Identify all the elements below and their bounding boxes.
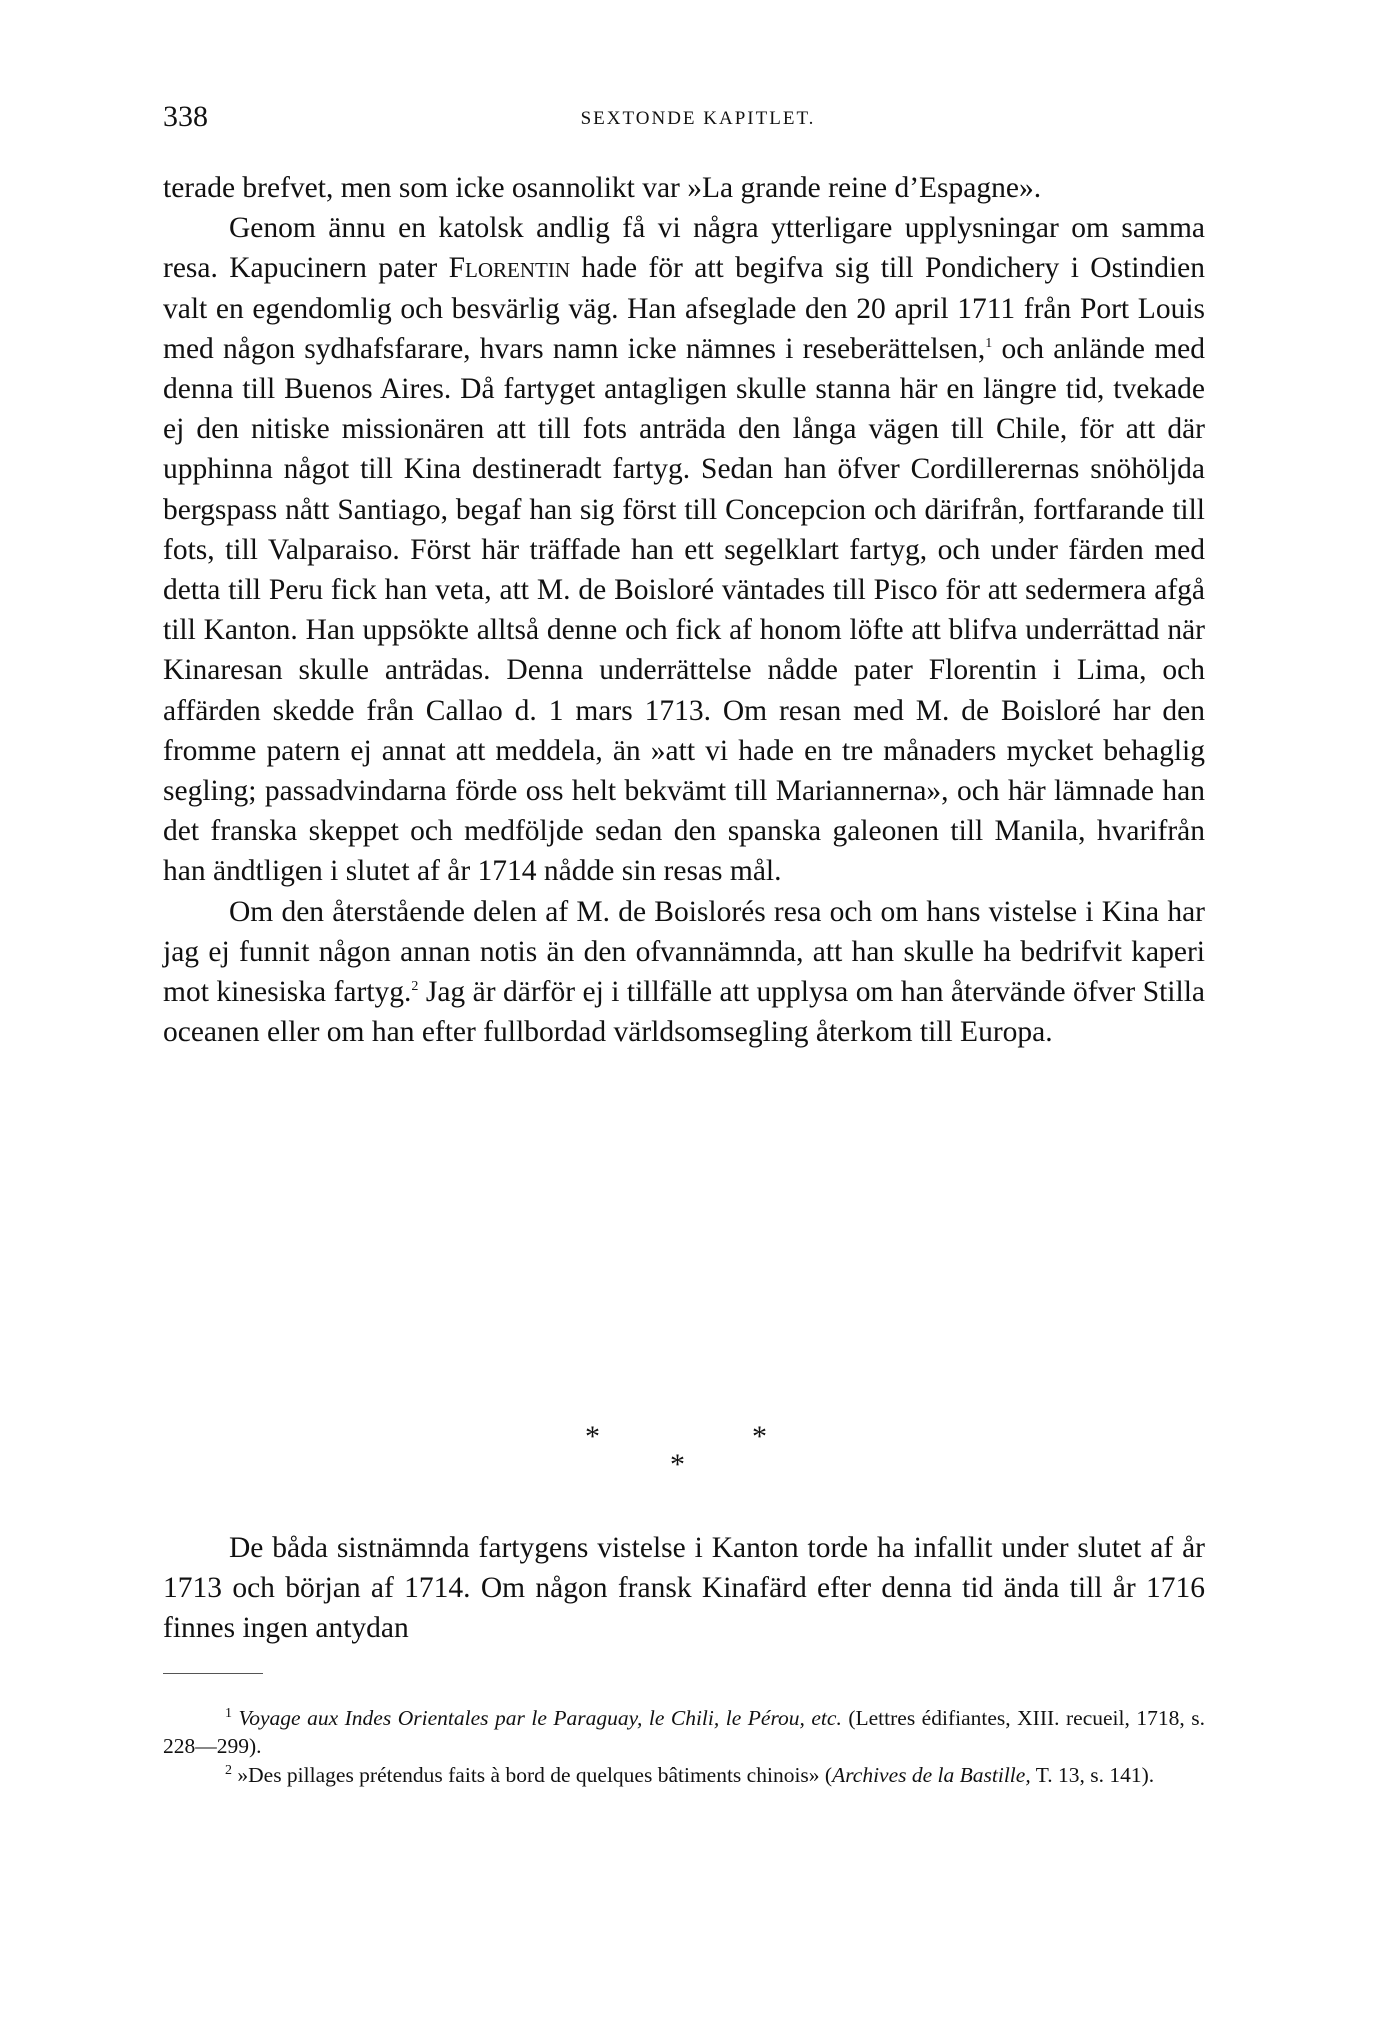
main-text-continued [163, 1528, 1205, 1649]
page-header [163, 100, 1213, 140]
footnote-2-text-b: T. 13, s. 141). [1030, 1763, 1155, 1787]
paragraph-2-text-c: och anlände med denna till Buenos Aires. Då fartyget antagligen skulle stanna här en längre tid, tvekade ej den nitiske missionären att till fots anträda den långa vägen till Chile, för att där upphinna något till Kina destineradt fartyg. Sedan han öfver Cordillerernas snöhöljda bergspass nått Santiago, begaf han sig först till Concepcion och därifrån, fortfarande till fots, till Valparaiso. Först här träffade han ett segelklart fartyg, och under färden med detta till Peru fick han veta, att M. de Boisloré väntades till Pisco för att sedermera afgå till Kanton. Han uppsökte alltså denne och fick af honom löfte att blifva underrättad när Kinaresan skulle anträdas. Denna underrättelse nådde pater Florentin i Lima, och affärden skedde från Callao d. 1 mars 1713. Om resan med M. de Boisloré har den fromme patern ej annat att meddela, än »att vi hade en tre månaders mycket behaglig segling; passadvindarna förde oss helt bekvämt till Mariannerna», och här lämnade han det franska skeppet och medföljde sedan den spanska galeonen till Manila, hvarifrån han ändtligen i slutet af år 1714 nådde sin resas mål. [163, 332, 1205, 888]
section-separator [550, 1420, 810, 1480]
footnote-ref-1: 1 [985, 335, 993, 351]
paragraph-2-text-b: hade för att begifva sig till Pondichery i Ostindien valt en egendomlig och besvärlig väg. Han afseglade den 20 april 1711 från Port Louis med någon sydhafsfarare, hvars namn icke nämnes i reseberättelsen, [163, 252, 1205, 365]
footnote-divider [163, 1673, 263, 1674]
person-name-florentin: Florentin [448, 252, 570, 285]
main-text [163, 168, 1205, 1052]
separator-star: * [752, 1420, 767, 1453]
footnote-2-text-a: »Des pillages prétendus faits à bord de quelques bâtiments chinois» ( [237, 1763, 833, 1787]
footnote-1-mark: 1 [225, 1705, 232, 1721]
footnote-2 [163, 1761, 1205, 1789]
footnote-1 [163, 1704, 1205, 1760]
footnote-2-mark: 2 [225, 1762, 232, 1778]
footnote-1-text: (Lettres édifiantes, XIII. recueil, 1718, s. 228—299). [163, 1706, 1205, 1758]
paragraph-3-text-a: Om den återstående delen af M. de Boislorés resa och om hans vistelse i Kina har jag ej funnit någon annan notis än den ofvannämnda, att han skulle ha bedrifvit kaperi mot kinesiska fartyg. [163, 895, 1205, 1009]
running-head: SEXTONDE KAPITLET. [580, 108, 816, 129]
page-number: 338 [163, 100, 208, 133]
paragraph-3-text-b: Jag är därför ej i tillfälle att upplysa om han återvände öfver Stilla oceanen eller om han efter fullbordad världsomsegling återkom till Europa. [163, 976, 1205, 1049]
footnote-ref-2: 2 [411, 979, 419, 995]
paragraph-2-text-a: Genom ännu en katolsk andlig få vi några ytterligare upplysningar om samma resa. Kapucinern pater [163, 212, 1205, 285]
footnote-2-title: Archives de la Bastille, [832, 1763, 1031, 1787]
separator-star: * [670, 1448, 685, 1481]
separator-star: * [585, 1420, 600, 1453]
paragraph-4: De båda sistnämnda fartygens vistelse i Kanton torde ha infallit under slutet af år 1713 och början af 1714. Om någon fransk Kinafärd efter denna tid ända till år 1716 finnes ingen antydan [163, 1532, 1205, 1645]
paragraph-3 [163, 892, 1205, 1053]
paragraph-1: terade brefvet, men som icke osannolikt var »La grande reine d’Espagne». [163, 172, 1042, 204]
footnotes [163, 1704, 1205, 1790]
paragraph-2 [163, 208, 1205, 891]
footnote-1-title: Voyage aux Indes Orientales par le Paraguay, le Chili, le Pérou, etc. [238, 1706, 842, 1730]
